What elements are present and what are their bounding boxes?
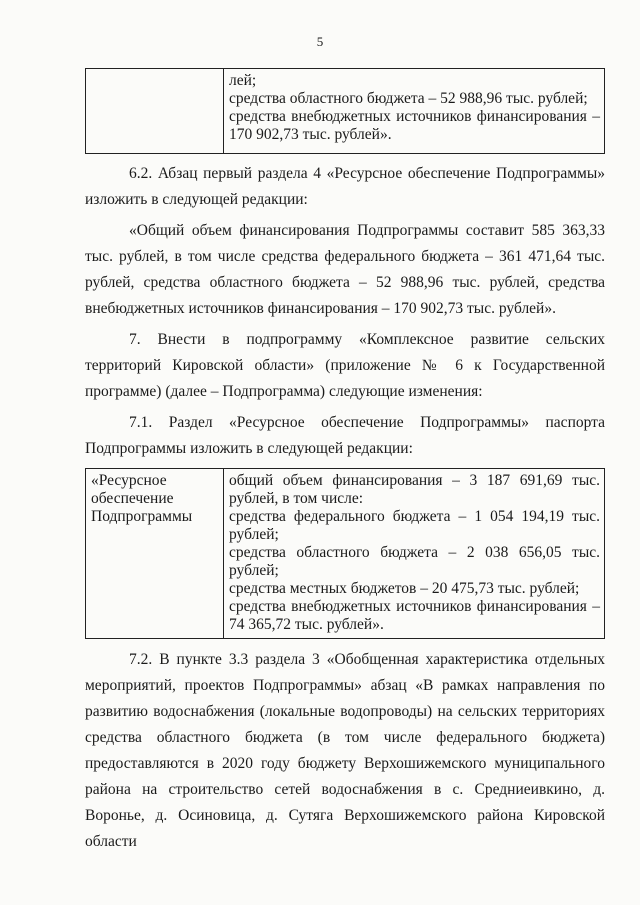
table-cell-right	[224, 69, 605, 154]
table-line: средства местных бюджетов – 20 475,73 тыс. рублей;	[229, 580, 580, 597]
table-line: средства внебюджетных источников финансирования –	[229, 108, 600, 125]
document-body	[85, 68, 605, 855]
table-cell-left	[86, 69, 224, 154]
paragraph-7-2: 7.2. В пункте 3.3 раздела 3 «Обобщенная характеристика отдельных мероприятий, проектов Подпрограммы» абзац «В рамках направления по развитию водоснабжения (локальные водопроводы) на сельских территориях средства областного бюджета (в том числе федерального бюджета) предоставляются в 2020 году бюджету Верхошижемского муниципального района на строительство сетей водоснабжения в с. Средниеивкино, д. Воронье, д. Осиновица, д. Сутяга Верхошижемского района Кировской области	[85, 651, 605, 850]
table-line: средства областного бюджета – 52 988,96 тыс. рублей;	[229, 90, 588, 107]
table-cell-left: «Ресурсное обеспечение Подпрограммы	[86, 469, 224, 639]
table-cell-right	[224, 469, 605, 639]
table-row	[86, 69, 605, 154]
paragraph-7: 7. Внести в подпрограмму «Комплексное развитие сельских территорий Кировской области» (приложение № 6 к Государственной программе) (далее – Подпрограмма) следующие изменения:	[85, 331, 605, 400]
page-number: 5	[316, 34, 324, 49]
quote-6-2: «Общий объем финансирования Подпрограммы составит 585 363,33 тыс. рублей, в том числе средства федерального бюджета – 361 471,64 тыс. рублей, средства областного бюджета – 52 988,96 тыс. рублей, средства внебюджетных источников финансирования – 170 902,73 тыс. рублей».	[85, 222, 605, 317]
table-line: общий объем финансирования – 3 187 691,69 тыс. рублей, в том числе:	[229, 472, 600, 507]
table-line: средства внебюджетных источников финансирования – 74 365,72 тыс. рублей».	[229, 598, 600, 633]
table-line: лей;	[229, 72, 257, 89]
resource-table-7-1	[85, 468, 605, 639]
table-line: средства федерального бюджета – 1 054 194,19 тыс. рублей;	[229, 508, 600, 543]
resource-table-continuation	[85, 68, 605, 154]
table-row	[86, 469, 605, 639]
paragraph-7-1: 7.1. Раздел «Ресурсное обеспечение Подпрограммы» паспорта Подпрограммы изложить в следующей редакции:	[85, 414, 605, 457]
paragraph-6-2: 6.2. Абзац первый раздела 4 «Ресурсное обеспечение Подпрограммы» изложить в следующей редакции:	[85, 165, 605, 208]
table-line: средства областного бюджета – 2 038 656,05 тыс. рублей;	[229, 544, 600, 579]
table-line: 170 902,73 тыс. рублей».	[229, 126, 392, 143]
